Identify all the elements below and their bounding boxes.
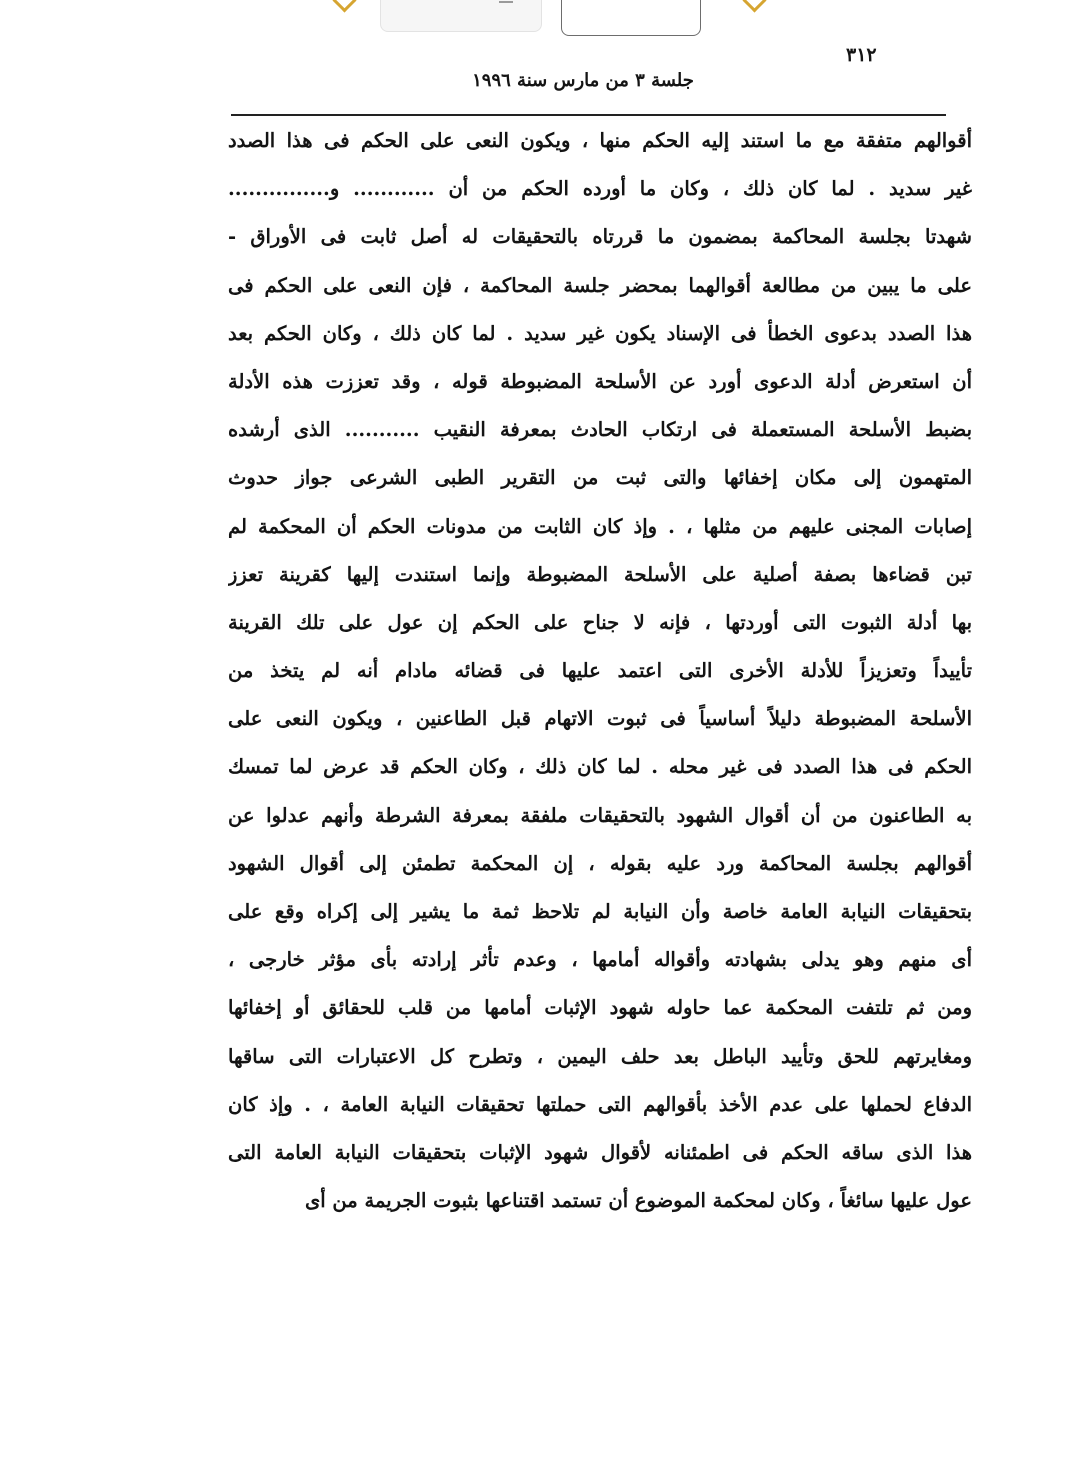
text-line: شهدتا بجلسة المحاكمة بمضمون ما قررتاه بالتحقيقات له أصل ثابت فى الأوراق - (228, 225, 972, 249)
text-line: ومن ثم تلتفت المحكمة عما حاوله شهود الإثبات أمامها من قلب للحقائق أو إخفائها (228, 996, 972, 1020)
header-rule (231, 114, 946, 116)
chevron-left-icon[interactable] (332, 0, 356, 13)
text-line: تبن قضاءها بصفة أصلية على الأسلحة المضبوطة وإنما استندت إليها كقرينة تعزز (228, 562, 972, 586)
minus-icon (499, 1, 513, 3)
text-line: على ما يبين من مطالعة أقوالهما بمحضر جلسة المحاكمة ، فإن النعى على الحكم فى (228, 273, 972, 297)
text-line: عول عليها سائغاً ، وكان لمحكمة الموضوع أن تستمد اقتناعها بثبوت الجريمة من أى (304, 1189, 972, 1213)
chevron-right-icon[interactable] (742, 0, 766, 13)
text-line: أقوالهم بجلسة المحاكمة ورد عليه بقوله ، إن المحكمة تطمئن إلى أقوال الشهود (228, 851, 972, 875)
text-line: أقوالهم متفقة مع ما استند إليه الحكم منها ، ويكون النعى على الحكم فى هذا الصدد (228, 129, 972, 152)
toolbar-field[interactable] (380, 0, 542, 32)
text-line: هذا الذى ساقه الحكم فى اطمئنانه لأقوال شهود الإثبات بتحقيقات النيابة العامة التى (228, 1140, 972, 1164)
text-line: الدفاع لحملها على عدم الأخذ بأقوالهم التى حملتها تحقيقات النيابة العامة ، . وإذ كان (228, 1092, 972, 1116)
text-line: به الطاعنون من أن أقوال الشهود بالتحقيقات ملفقة بمعرفة الشرطة وأنهم عدلوا عن (228, 803, 972, 827)
text-line: بضبط الأسلحة المستعملة فى ارتكاب الحادث بمعرفة النقيب ........... الذى أرشده (228, 418, 972, 442)
text-line: إصابات المجنى عليهم من مثلها ، . وإذ كان الثابت من مدونات الحكم أن المحكمة لم (228, 514, 972, 538)
text-line: بها أدلة الثبوت التى أوردتها ، فإنه لا جناح على الحكم إن عول على تلك القرينة (228, 610, 972, 634)
text-line: المتهمون إلى مكان إخفائها والتى ثبت من التقرير الطبى الشرعى جواز حدوث (228, 466, 972, 490)
text-line: أن استعرض أدلة الدعوى أورد عن الأسلحة المضبوطة قوله ، وقد تعززت هذه الأدلة (228, 369, 972, 393)
toolbar-search-box[interactable] (561, 0, 701, 36)
body-text (228, 117, 972, 1225)
text-line: غير سديد . لما كان ذلك ، وكان ما أورده الحكم من أن ............ و............... (228, 177, 972, 201)
text-line: تأييداً وتعزيزاً للأدلة الأخرى التى اعتمد عليها فى قضائه مادام أنه لم يتخذ من (228, 659, 972, 683)
text-line: الأسلحة المضبوطة دليلاً أساسياً فى ثبوت الاتهام قبل الطاعنين ، ويكون النعى على (228, 707, 972, 731)
text-line: ومغايرتهم للحق وتأييد الباطل بعد حلف اليمين ، وتطرح كل الاعتبارات التى ساقها (228, 1044, 972, 1068)
text-line: أى منهم وهو يدلى بشهادته وأقواله أمامها ، وعدم تأثر إرادته بأى مؤثر خارجى ، (228, 948, 972, 972)
text-line: هذا الصدد بدعوى الخطأ فى الإسناد يكون غير سديد . لما كان ذلك ، وكان الحكم بعد (228, 321, 972, 345)
page-number: ٣١٢ (846, 44, 877, 66)
text-line: الحكم فى هذا الصدد فى غير محله . لما كان ذلك ، وكان الحكم قد عرض لما تمسك (228, 755, 972, 779)
text-line: بتحقيقات النيابة العامة خاصة وأن النيابة لم تلاحظ ثمة ما يشير إلى إكراه وقع على (228, 900, 972, 923)
running-header: جلسة ٣ من مارس سنة ١٩٩٦ (472, 70, 694, 91)
